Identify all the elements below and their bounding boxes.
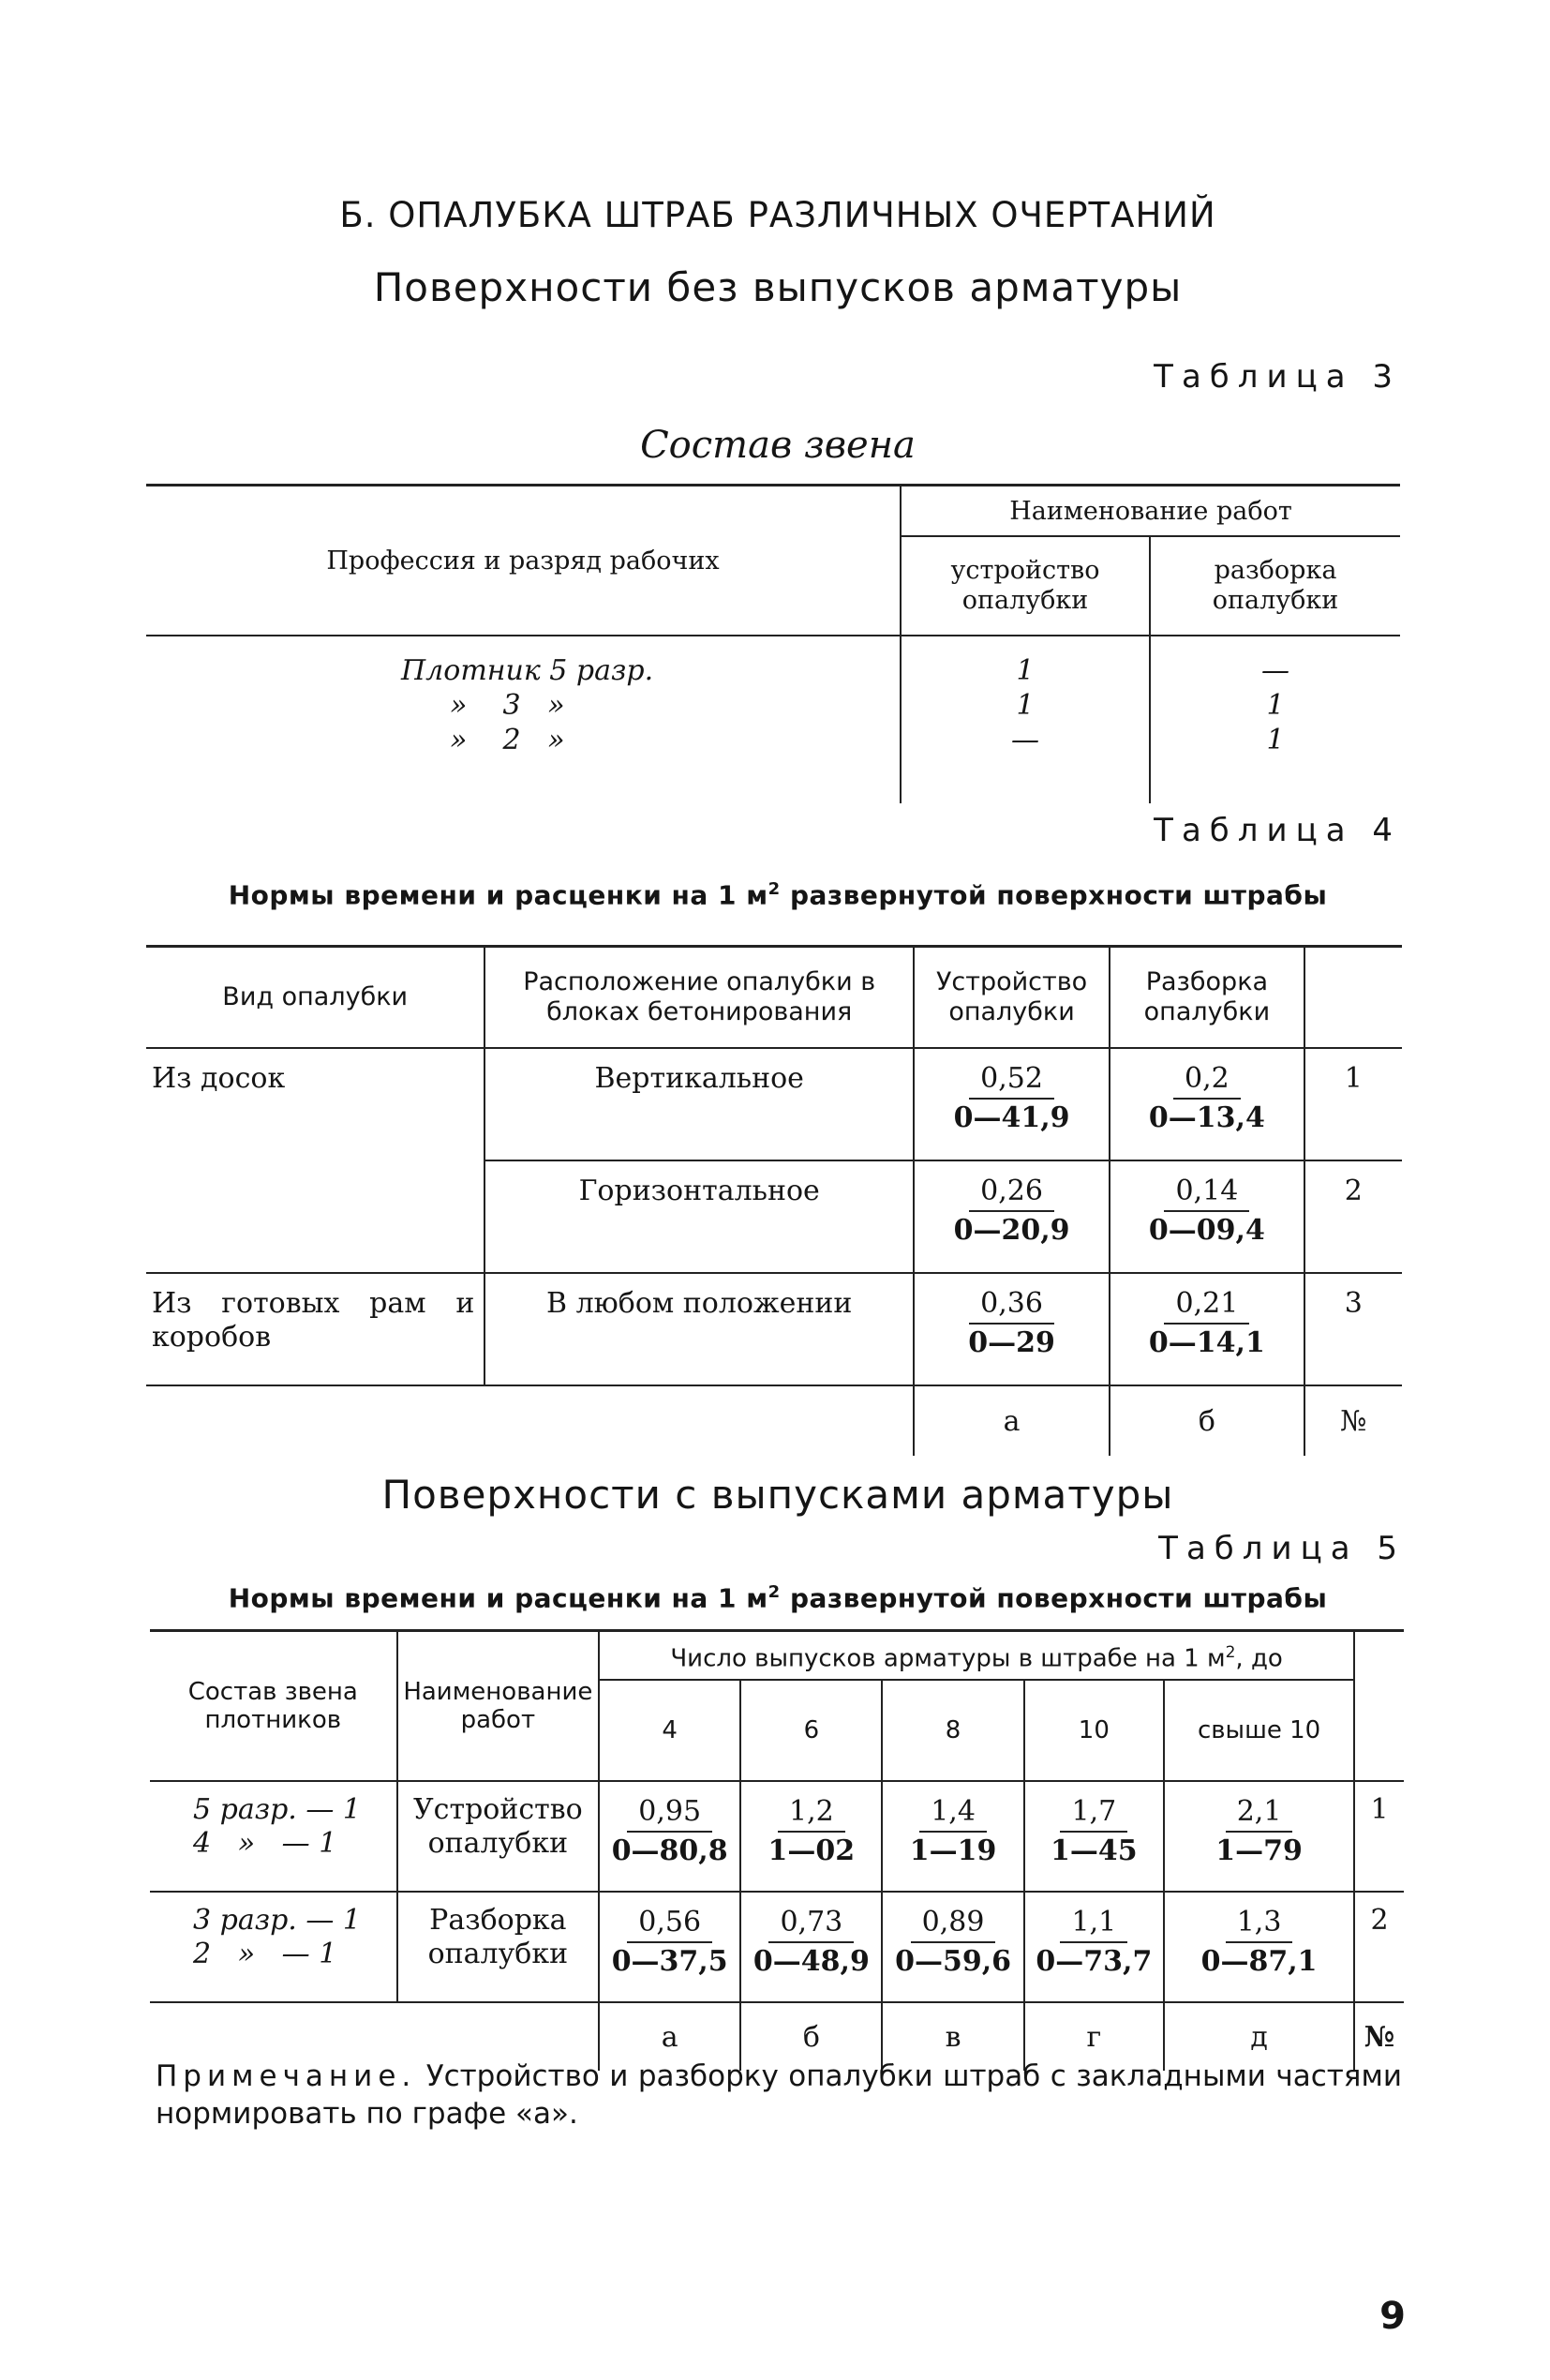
table4-header-type: Вид опалубки — [146, 947, 484, 1049]
table3-dismantle-value: 1 — [1266, 689, 1285, 722]
table4-caption-text: Нормы времени и расценки на 1 м — [228, 879, 768, 911]
table5-header-work: Наименование работ — [397, 1631, 599, 1782]
row-number: 3 — [1304, 1273, 1402, 1385]
table5-footer-col: а — [599, 2002, 740, 2071]
table5-header-no — [1354, 1631, 1404, 1782]
rate-value: 0—29 — [968, 1326, 1055, 1359]
table5-header-count-text: Число выпусков арматуры в штрабе на 1 м — [670, 1644, 1226, 1673]
table4-position: В любом положении — [484, 1273, 914, 1385]
table5-footer-no: № — [1354, 2002, 1404, 2071]
table3-profession: Плотник 5 разр. — [401, 654, 654, 687]
rate-value: 0—09,4 — [1148, 1214, 1265, 1247]
table5-caption-sup: 2 — [768, 1582, 781, 1602]
table3-label: Таблица 3 — [1154, 358, 1401, 396]
norm-value: 1,1 — [1060, 1904, 1127, 1943]
table3-header-install: устройство опалубки — [901, 536, 1150, 636]
table5-col-header: 4 — [599, 1680, 740, 1781]
table5-caption-text: развернутой поверхности штрабы — [780, 1582, 1328, 1614]
table5-work: Устройство опалубки — [397, 1781, 599, 1892]
table4-norms — [146, 945, 1402, 1456]
table4-dismantle-cell — [1110, 1160, 1304, 1273]
section-heading: Б. ОПАЛУБКА ШТРАБ РАЗЛИЧНЫХ ОЧЕРТАНИЙ — [339, 195, 1216, 235]
table5-crew-line: 3 разр. — 1 — [193, 1904, 361, 1937]
rate-value: 0—87,1 — [1200, 1945, 1318, 1978]
table4-footer-empty — [146, 1385, 484, 1456]
table4-position: Горизонтальное — [484, 1160, 914, 1273]
table5-cell — [740, 1781, 882, 1892]
table5-footer-col: г — [1024, 2002, 1164, 2071]
table5-header-count — [599, 1631, 1354, 1681]
page-number: 9 — [1379, 2295, 1406, 2338]
table5-cell — [1024, 1892, 1164, 2002]
table5-cell — [882, 1892, 1023, 2002]
norm-value: 1,7 — [1060, 1793, 1127, 1833]
norm-value: 2,1 — [1226, 1793, 1293, 1833]
table3-header-dismantle: разборка опалубки — [1150, 536, 1400, 636]
rate-value: 1—19 — [909, 1834, 997, 1867]
table5-cell — [1164, 1781, 1354, 1892]
table4-dismantle-cell — [1110, 1048, 1304, 1160]
norm-value: 0,73 — [768, 1904, 854, 1943]
rate-value: 1—45 — [1051, 1834, 1138, 1867]
norm-value: 0,36 — [969, 1285, 1054, 1325]
rate-value: 0—20,9 — [953, 1214, 1070, 1247]
table3-header-profession: Профессия и разряд рабочих — [146, 486, 901, 636]
table5-crew-line: 2 » — 1 — [193, 1938, 337, 1970]
rate-value: 0—14,1 — [1148, 1326, 1265, 1359]
table5-cell — [1024, 1781, 1164, 1892]
table5-cell — [599, 1781, 740, 1892]
table4-caption-sup: 2 — [768, 879, 781, 899]
norm-value: 1,2 — [778, 1793, 845, 1833]
table3-dismantle-value: — — [1261, 654, 1289, 687]
table5-work: Разборка опалубки — [397, 1892, 599, 2002]
table4-header-no — [1304, 947, 1402, 1049]
table3-header-works: Наименование работ — [901, 486, 1400, 537]
row-number: 1 — [1354, 1781, 1404, 1892]
row-number: 2 — [1304, 1160, 1402, 1273]
table5-col-header: 6 — [740, 1680, 882, 1781]
subheading-with-rebar: Поверхности с выпусками арматуры — [381, 1472, 1174, 1518]
table3-install-value: — — [1011, 724, 1039, 756]
table4-footer-empty — [484, 1385, 914, 1456]
rate-value: 0—41,9 — [953, 1101, 1070, 1134]
table3-professions — [146, 636, 901, 803]
norm-value: 1,4 — [919, 1793, 987, 1833]
table5-cell — [882, 1781, 1023, 1892]
footnote-text: Устройство и разборку опалубки штраб с закладными частями нормировать по графе «а». — [156, 2059, 1402, 2131]
table4-header-position: Расположение опалубки в блоках бетонирования — [484, 947, 914, 1049]
rate-value: 0—80,8 — [611, 1834, 728, 1867]
table5-crew-line: 4 » — 1 — [193, 1827, 337, 1860]
row-number: 1 — [1304, 1048, 1402, 1160]
table5-caption — [150, 1582, 1406, 1613]
table3-profession: » 2 » — [450, 724, 565, 756]
table5-label: Таблица 5 — [1158, 1530, 1406, 1567]
table5-cell — [740, 1892, 882, 2002]
rate-value: 1—02 — [768, 1834, 856, 1867]
table5-footer-col: д — [1164, 2002, 1354, 2071]
footnote — [156, 2058, 1402, 2133]
table5-caption-text: Нормы времени и расценки на 1 м — [228, 1582, 768, 1614]
table5-col-header: 10 — [1024, 1680, 1164, 1781]
rate-value: 0—59,6 — [895, 1945, 1012, 1978]
subheading-no-rebar: Поверхности без выпусков арматуры — [373, 264, 1183, 310]
table3-install-value: 1 — [1016, 654, 1035, 687]
norm-value: 0,56 — [627, 1904, 712, 1943]
norm-value: 1,3 — [1226, 1904, 1293, 1943]
table4-header-install: Устройство опалубки — [914, 947, 1110, 1049]
footnote-lead: Примечание. — [156, 2059, 417, 2093]
rate-value: 0—73,7 — [1036, 1945, 1153, 1978]
table5-crew — [150, 1781, 397, 1892]
table5-cell — [1164, 1892, 1354, 2002]
table5-header-crew: Состав звена плотников — [150, 1631, 397, 1782]
table5-header-count-text: , до — [1235, 1644, 1283, 1673]
table5-col-header: 8 — [882, 1680, 1023, 1781]
norm-value: 0,89 — [911, 1904, 996, 1943]
table5-cell — [599, 1892, 740, 2002]
rate-value: 0—48,9 — [753, 1945, 870, 1978]
table4-type: Из готовых рам и коробов — [146, 1273, 484, 1385]
table4-footer-col-b: б — [1110, 1385, 1304, 1456]
rate-value: 1—79 — [1215, 1834, 1303, 1867]
table3-crew — [146, 484, 1400, 803]
norm-value: 0,52 — [969, 1060, 1054, 1100]
table5-norms — [150, 1629, 1404, 2071]
table4-footer-col-a: а — [914, 1385, 1110, 1456]
table5-footer-col: б — [740, 2002, 882, 2071]
table4-install-cell — [914, 1273, 1110, 1385]
table3-profession: » 3 » — [450, 689, 565, 722]
table4-caption-text: развернутой поверхности штрабы — [780, 879, 1328, 911]
table4-header-dismantle: Разборка опалубки — [1110, 947, 1304, 1049]
table3-dismantle-value: 1 — [1266, 724, 1285, 756]
norm-value: 0,14 — [1164, 1173, 1249, 1212]
table5-crew-line: 5 разр. — 1 — [193, 1793, 361, 1826]
norm-value: 0,95 — [627, 1793, 712, 1833]
norm-value: 0,2 — [1173, 1060, 1241, 1100]
rate-value: 0—13,4 — [1148, 1101, 1265, 1134]
table3-caption: Состав звена — [640, 424, 916, 467]
table4-install-cell — [914, 1160, 1110, 1273]
norm-value: 0,26 — [969, 1173, 1054, 1212]
table4-caption — [150, 879, 1406, 910]
table5-header-count-sup: 2 — [1225, 1642, 1236, 1662]
table5-col-header: свыше 10 — [1164, 1680, 1354, 1781]
table3-install-values — [901, 636, 1150, 803]
table4-footer-no: № — [1304, 1385, 1402, 1456]
table4-dismantle-cell — [1110, 1273, 1304, 1385]
table5-footer-col: в — [882, 2002, 1023, 2071]
table4-type: Из досок — [146, 1048, 484, 1273]
table4-install-cell — [914, 1048, 1110, 1160]
rate-value: 0—37,5 — [611, 1945, 728, 1978]
table3-install-value: 1 — [1016, 689, 1035, 722]
table4-label: Таблица 4 — [1154, 812, 1401, 849]
table3-dismantle-values — [1150, 636, 1400, 803]
table4-position: Вертикальное — [484, 1048, 914, 1160]
row-number: 2 — [1354, 1892, 1404, 2002]
norm-value: 0,21 — [1164, 1285, 1249, 1325]
table5-crew — [150, 1892, 397, 2002]
